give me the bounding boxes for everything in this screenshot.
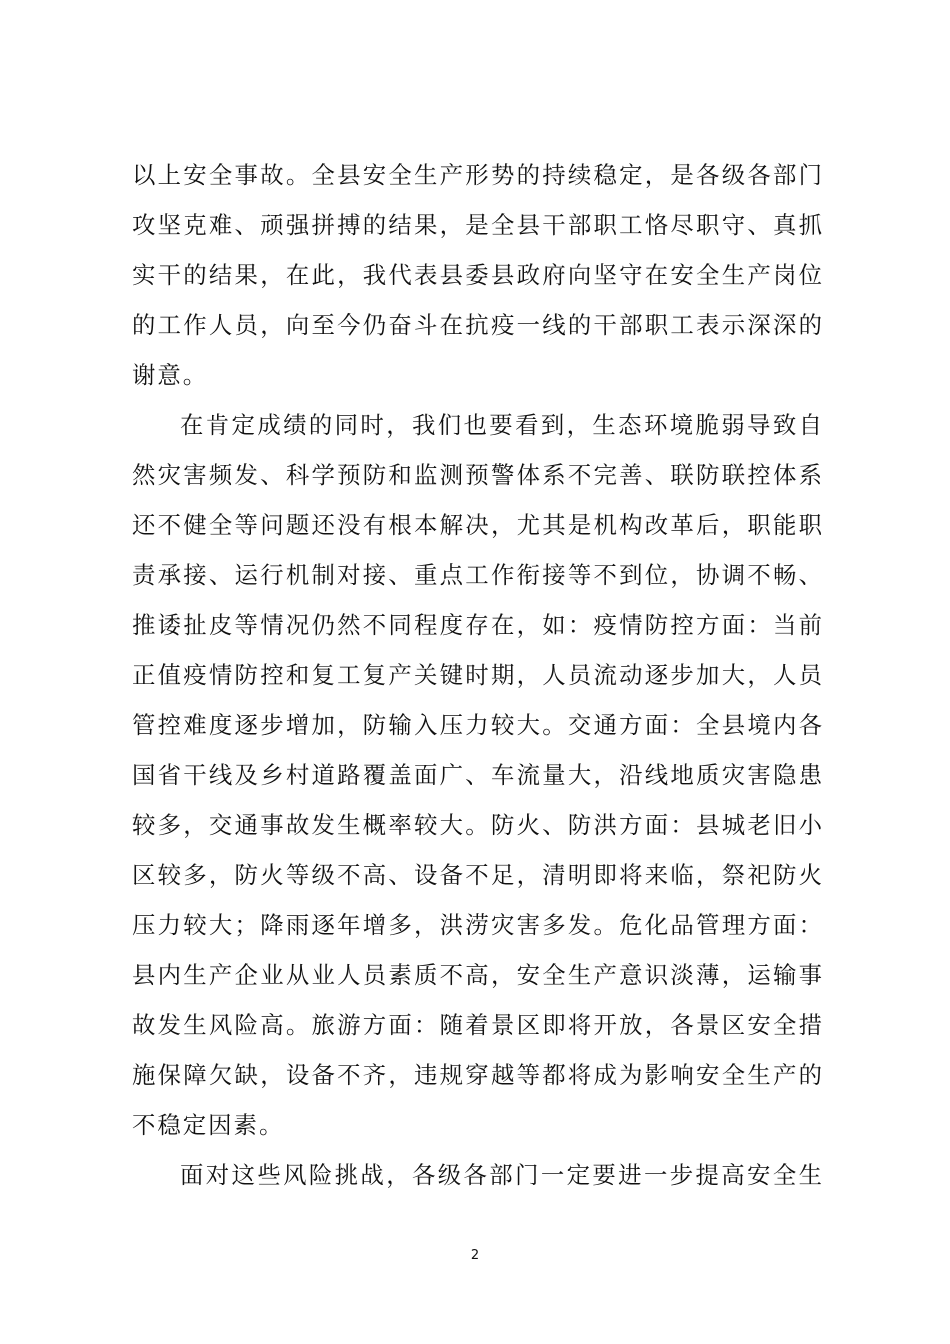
- paragraph-first-line: 在肯定成绩的同时，我们也要看到，生态环境脆弱导致自: [180, 411, 822, 439]
- text-line: 以上安全事故。全县安全生产形势的持续稳定，是各级各部门: [132, 161, 822, 189]
- text-line: 压力较大；降雨逐年增多，洪涝灾害多发。危化品管理方面：: [132, 911, 822, 939]
- text-line: 县内生产企业从业人员素质不高，安全生产意识淡薄，运输事: [132, 961, 822, 989]
- paragraph-first-line: 面对这些风险挑战，各级各部门一定要进一步提高安全生: [180, 1161, 822, 1189]
- page-number: 2: [470, 1248, 480, 1263]
- text-line: 还不健全等问题还没有根本解决，尤其是机构改革后，职能职: [132, 511, 822, 539]
- text-line: 谢意。: [132, 361, 209, 389]
- text-line: 实干的结果，在此，我代表县委县政府向坚守在安全生产岗位: [132, 261, 822, 289]
- text-line: 区较多，防火等级不高、设备不足，清明即将来临，祭祀防火: [132, 861, 822, 889]
- text-line: 责承接、运行机制对接、重点工作衔接等不到位，协调不畅、: [132, 561, 822, 589]
- text-line: 管控难度逐步增加，防输入压力较大。交通方面：全县境内各: [132, 711, 822, 739]
- text-line: 故发生风险高。旅游方面：随着景区即将开放，各景区安全措: [132, 1011, 822, 1039]
- text-line: 施保障欠缺，设备不齐，违规穿越等都将成为影响安全生产的: [132, 1061, 822, 1089]
- text-line: 攻坚克难、顽强拼搏的结果，是全县干部职工恪尽职守、真抓: [132, 211, 822, 239]
- text-line: 较多，交通事故发生概率较大。防火、防洪方面：县城老旧小: [132, 811, 822, 839]
- text-line: 正值疫情防控和复工复产关键时期，人员流动逐步加大，人员: [132, 661, 822, 689]
- text-line: 然灾害频发、科学预防和监测预警体系不完善、联防联控体系: [132, 461, 822, 489]
- text-line: 不稳定因素。: [132, 1111, 285, 1139]
- text-line: 推诿扯皮等情况仍然不同程度存在，如：疫情防控方面：当前: [132, 611, 822, 639]
- text-line: 国省干线及乡村道路覆盖面广、车流量大，沿线地质灾害隐患: [132, 761, 822, 789]
- text-line: 的工作人员，向至今仍奋斗在抗疫一线的干部职工表示深深的: [132, 311, 822, 339]
